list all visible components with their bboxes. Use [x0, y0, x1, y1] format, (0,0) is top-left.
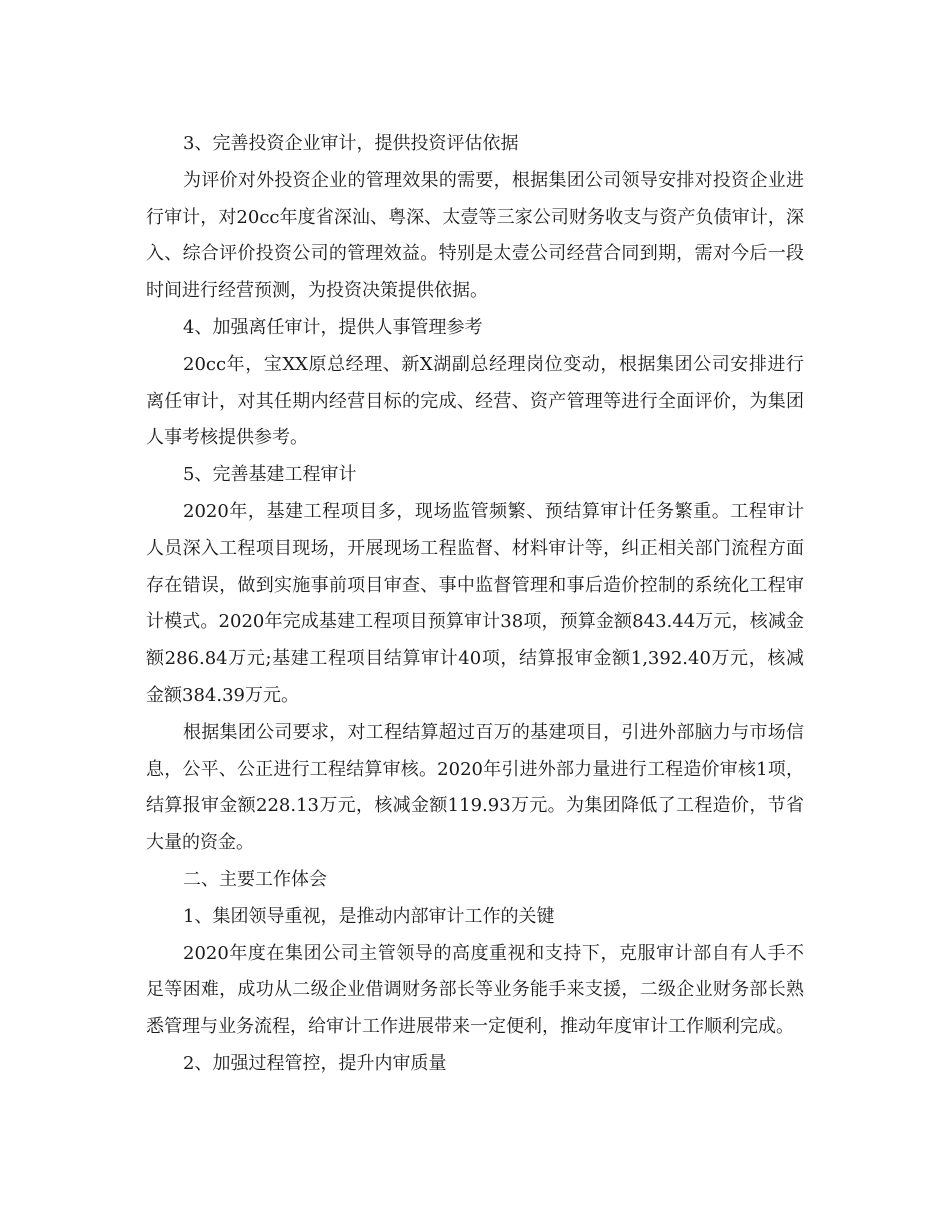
paragraph-departure-audit: 20cc年，宝XX原总经理、新X湖副总经理岗位变动，根据集团公司安排进行离任审计，对其任期内经营目标的完成、经营、资产管理等进行全面评价，为集团人事考核提供参考。 — [146, 353, 804, 449]
heading-process-control: 2、加强过程管控，提升内审质量 — [183, 1052, 447, 1074]
heading-construction-audit: 5、完善基建工程审计 — [183, 464, 357, 486]
paragraph-leadership-support: 2020年度在集团公司主管领导的高度重视和支持下，克服审计部自有人手不足等困难，成功从二级企业借调财务部长等业务能手来支援，二级企业财务部长熟悉管理与业务流程，给审计工作进展带来一定便利，推动年度审计工作顺利完成。 — [146, 942, 804, 1038]
paragraph-settlement-review: 根据集团公司要求，对工程结算超过百万的基建项目，引进外部脑力与市场信息，公平、公正进行工程结算审核。2020年引进外部力量进行工程造价审核1项，结算报审金额228.13万元，核减金额119.93万元。为集团降低了工程造价，节省大量的资金。 — [146, 721, 804, 854]
heading-leadership-support: 1、集团领导重视，是推动内部审计工作的关键 — [183, 905, 555, 927]
paragraph-investment-audit: 为评价对外投资企业的管理效果的需要，根据集团公司领导安排对投资企业进行审计，对20cc年度省深汕、粤深、太壹等三家公司财务收支与资产负债审计，深入、综合评价投资公司的管理效益。特别是太壹公司经营合同到期，需对今后一段时间进行经营预测，为投资决策提供依据。 — [146, 169, 804, 302]
heading-investment-audit: 3、完善投资企业审计，提供投资评估依据 — [183, 133, 519, 154]
heading-departure-audit: 4、加强离任审计，提供人事管理参考 — [183, 316, 483, 338]
paragraph-construction-audit: 2020年，基建工程项目多，现场监管频繁、预结算审计任务繁重。工程审计人员深入工程项目现场，开展现场工程监督、材料审计等，纠正相关部门流程方面存在错误，做到实施事前项目审查、事中监督管理和事后造价控制的系统化工程审计模式。2020年完成基建工程项目预算审计38项，预算金额843.44万元，核减金额286.84万元;基建工程项目结算审计40项，结算报审金额1,392.40万元，核减金额384.39万元。 — [146, 500, 804, 706]
heading-work-experience: 二、主要工作体会 — [183, 868, 327, 890]
